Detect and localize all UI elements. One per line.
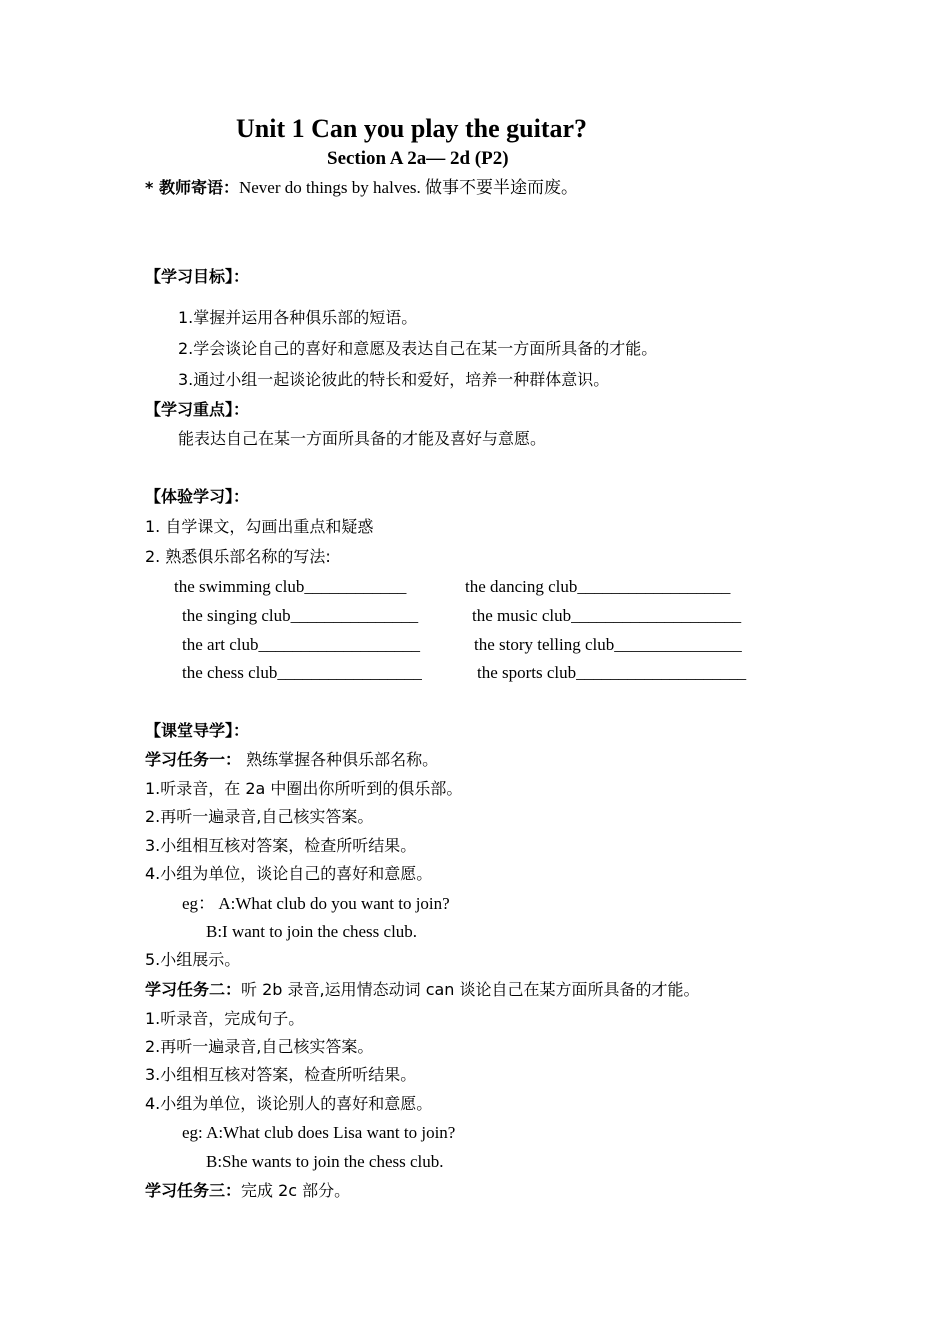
- objective-item: 1.掌握并运用各种俱乐部的短语。: [178, 308, 418, 327]
- task1-step: 3.小组相互核对答案，检查所听结果。: [145, 836, 417, 855]
- section-subtitle: Section A 2a— 2d (P2): [327, 148, 509, 169]
- motto-label: * 教师寄语：: [145, 178, 239, 197]
- experience-heading: 【体验学习】：: [145, 487, 250, 506]
- task2-step: 1.听录音，完成句子。: [145, 1009, 305, 1028]
- experience-item: 2. 熟悉俱乐部名称的写法:: [145, 547, 331, 566]
- task1-label: 学习任务一：: [145, 750, 242, 769]
- task2-label: 学习任务二：: [145, 980, 242, 999]
- key-points-heading: 【学习重点】：: [145, 400, 250, 419]
- objective-item: 3.通过小组一起谈论彼此的特长和爱好，培养一种群体意识。: [178, 370, 610, 389]
- club-blank-art[interactable]: the art club___________________: [182, 635, 420, 654]
- objectives-heading: 【学习目标】：: [145, 267, 250, 286]
- task2-step: 2.再听一遍录音,自己核实答案。: [145, 1037, 374, 1056]
- task1-step: 1.听录音，在 2a 中圈出你所听到的俱乐部。: [145, 779, 463, 798]
- task1-example-b: B:I want to join the chess club.: [206, 922, 418, 941]
- task2-example-b: B:She wants to join the chess club.: [206, 1152, 444, 1171]
- task2-step: 4.小组为单位，谈论别人的喜好和意愿。: [145, 1094, 433, 1113]
- task3-text: 完成 2c 部分。: [241, 1181, 351, 1200]
- club-blank-music[interactable]: the music club____________________: [472, 606, 742, 625]
- task2-text: 听 2b 录音,运用情态动词 can 谈论自己在某方面所具备的才能。: [241, 980, 700, 999]
- objective-item: 2.学会谈论自己的喜好和意愿及表达自己在某一方面所具备的才能。: [178, 339, 658, 358]
- club-blank-dancing[interactable]: the dancing club__________________: [465, 577, 731, 596]
- club-blank-chess[interactable]: the chess club_________________: [182, 663, 422, 682]
- task2-example-a: eg: A:What club does Lisa want to join?: [182, 1123, 456, 1142]
- task1-text: 熟练掌握各种俱乐部名称。: [241, 750, 439, 769]
- club-blank-story-telling[interactable]: the story telling club_______________: [474, 635, 742, 654]
- task1-line: [145, 749, 438, 771]
- club-blank-sports[interactable]: the sports club____________________: [477, 663, 747, 682]
- teacher-motto: [145, 177, 578, 199]
- task1-step: 4.小组为单位，谈论自己的喜好和意愿。: [145, 864, 433, 883]
- task2-line: [145, 979, 700, 1001]
- task1-example-a: eg： A:What club do you want to join?: [182, 894, 450, 913]
- task1-step: 2.再听一遍录音,自己核实答案。: [145, 807, 374, 826]
- key-points-text: 能表达自己在某一方面所具备的才能及喜好与意愿。: [178, 429, 547, 448]
- task2-step: 3.小组相互核对答案，检查所听结果。: [145, 1065, 417, 1084]
- club-blank-singing[interactable]: the singing club_______________: [182, 606, 419, 625]
- page-title: Unit 1 Can you play the guitar?: [236, 114, 588, 143]
- club-blank-swimming[interactable]: the swimming club____________: [174, 577, 407, 596]
- motto-text: Never do things by halves. 做事不要半途而废。: [238, 178, 578, 197]
- task3-line: [145, 1180, 350, 1202]
- classroom-heading: 【课堂导学】：: [145, 721, 250, 740]
- task1-step: 5.小组展示。: [145, 950, 241, 969]
- task3-label: 学习任务三：: [145, 1181, 242, 1200]
- experience-item: 1. 自学课文，勾画出重点和疑惑: [145, 517, 374, 536]
